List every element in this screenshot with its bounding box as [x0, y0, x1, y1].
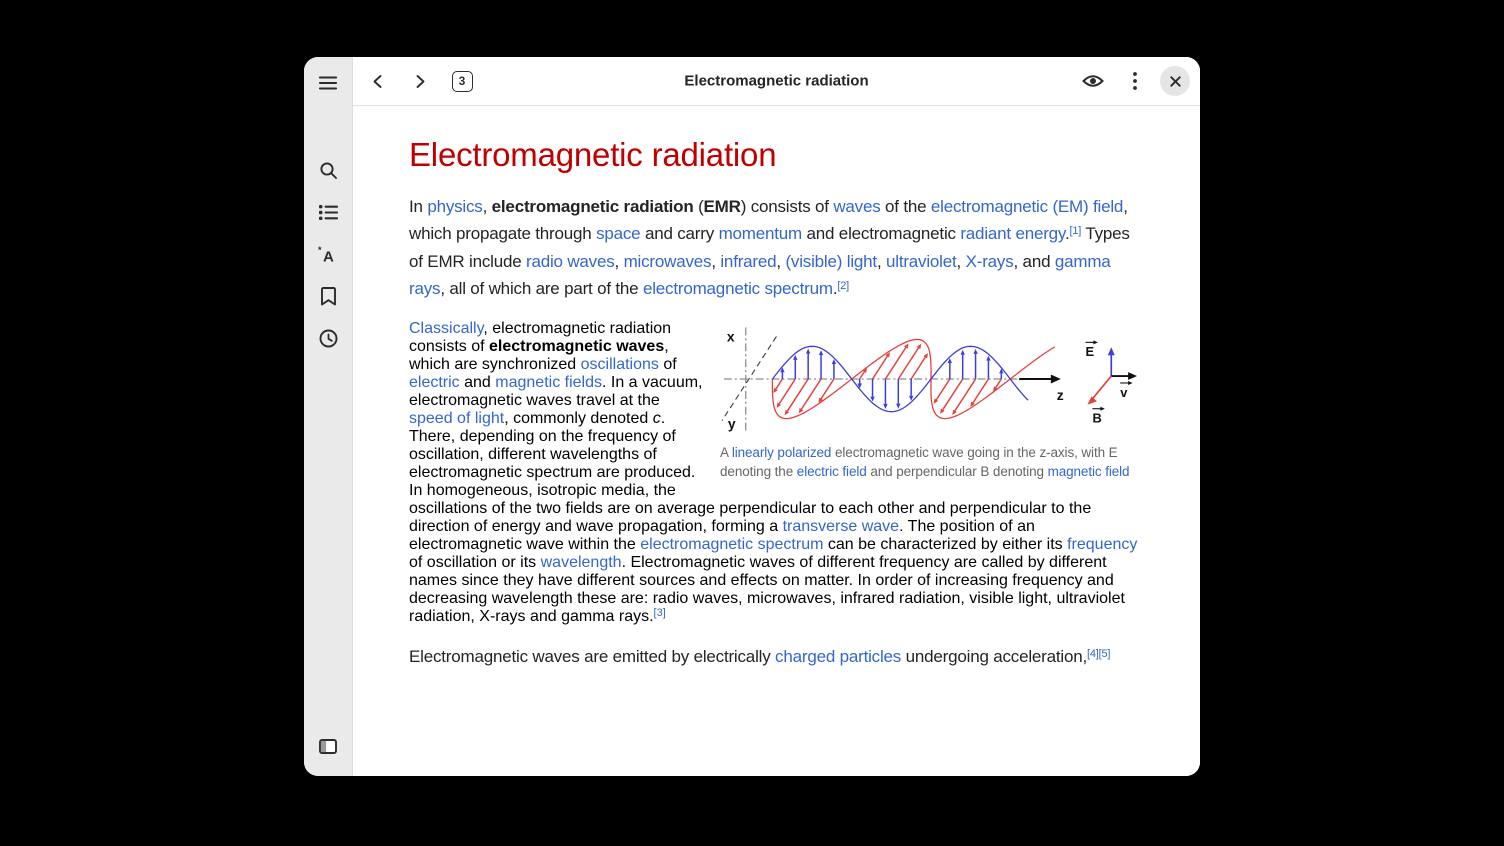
inline-link[interactable]: electric: [409, 373, 460, 391]
bookmarks-button[interactable]: [304, 275, 352, 317]
text-run: , all of which are part of the: [440, 279, 643, 299]
text-run: of the: [880, 197, 931, 216]
reference-link[interactable]: [4][5]: [1087, 647, 1111, 660]
sidebar-toggle-button[interactable]: [304, 726, 352, 766]
inline-link[interactable]: X-rays: [965, 251, 1014, 271]
sidebar-toggle-icon: [319, 739, 337, 754]
tab-counter-badge: [452, 71, 473, 92]
text-run: and perpendicular B denoting: [866, 464, 1048, 480]
sidebar: [304, 57, 353, 776]
text-run: and: [459, 373, 496, 391]
header-bar: [353, 57, 1200, 106]
text-run: In: [409, 197, 428, 216]
main-menu-button[interactable]: [304, 61, 352, 105]
search-icon: [319, 161, 338, 180]
language-button[interactable]: [304, 233, 352, 275]
inline-link[interactable]: space: [596, 224, 641, 244]
text-run: ,: [956, 251, 966, 271]
axis-label-z: z: [1056, 386, 1064, 403]
main-area: [353, 57, 1200, 776]
text-run: .: [1064, 224, 1070, 244]
inline-link[interactable]: magnetic fields: [495, 373, 602, 391]
header-left-controls: [353, 64, 479, 98]
chevron-left-icon: [371, 74, 385, 89]
text-run: ,: [614, 251, 624, 271]
history-clock-icon: [319, 329, 338, 348]
window-title: Electromagnetic radiation: [684, 72, 869, 90]
table-of-contents-icon: [319, 204, 338, 221]
inline-link[interactable]: gamma rays: [409, 251, 1111, 299]
inline-link[interactable]: waves: [833, 197, 881, 216]
close-icon: [1170, 76, 1181, 87]
text-run: and carry: [640, 224, 719, 244]
bold-text: electromagnetic waves: [489, 337, 665, 355]
text-run: , and: [1013, 251, 1055, 271]
bookmark-icon: [321, 287, 336, 306]
inline-link[interactable]: electromagnetic spectrum: [642, 279, 833, 299]
text-run: . There, depending on the frequency of oscillation, different wavelengths of electromagnetic spectrum are produced. In homogeneous, isotropic media, the oscillations of the two fields are on average perpendicular to each other and perpendicular to the direction of energy and wave propagation, forming a: [409, 409, 1092, 535]
text-run: (: [693, 197, 704, 216]
svg-text:*: *: [318, 244, 322, 255]
inline-link[interactable]: frequency: [1067, 535, 1138, 553]
close-button[interactable]: [1160, 66, 1190, 96]
tab-overview-button[interactable]: [445, 64, 479, 98]
bold-text: electromagnetic radiation: [491, 197, 694, 216]
text-run: . In a vacuum, electromagnetic waves travel at the: [409, 373, 703, 409]
menu-button[interactable]: [1118, 64, 1152, 98]
history-button[interactable]: [304, 317, 352, 359]
text-run: Types of EMR include: [409, 224, 1130, 271]
inline-link[interactable]: microwaves: [623, 251, 712, 271]
article-scroll-area[interactable]: [353, 106, 1200, 776]
text-run: ,: [482, 197, 492, 216]
app-window: [304, 57, 1200, 776]
text-run: . The position of an electromagnetic wave within the: [409, 517, 1035, 553]
back-button[interactable]: [361, 64, 395, 98]
vector-inset: [1086, 340, 1138, 425]
axis-label-y: y: [727, 415, 736, 432]
text-run: of oscillation or its: [409, 553, 541, 571]
vector-label-E: E: [1085, 343, 1095, 359]
inline-link[interactable]: transverse wave: [782, 517, 900, 535]
figure-caption: [720, 443, 1140, 482]
reference-link[interactable]: [3]: [653, 606, 666, 619]
text-run: electromagnetic wave going in the z-axis, with E denoting the: [720, 444, 1118, 480]
hamburger-menu-icon: [319, 75, 337, 91]
chevron-right-icon: [413, 74, 427, 89]
text-run: undergoing acceleration,: [901, 646, 1088, 666]
language-icon: [318, 245, 338, 264]
inline-link[interactable]: linearly polarized: [731, 444, 832, 460]
inline-link[interactable]: speed of light: [409, 409, 505, 427]
text-run: . Electromagnetic waves of different frequency are called by different names since they have different sources and effects on matter. In order of increasing frequency and decreasing wavelength these are: radio waves, microwaves, infrared radiation, visible light, ultraviolet radiation, X-rays and gamma rays.: [409, 553, 1125, 625]
text-run: can be characterized by either its: [823, 535, 1068, 553]
article-title: Electromagnetic radiation: [409, 136, 777, 173]
inline-link[interactable]: ultraviolet: [885, 251, 957, 271]
axis-label-x: x: [726, 327, 735, 344]
text-run: , electromagnetic radiation consists of: [409, 319, 672, 355]
reference-link[interactable]: [1]: [1069, 225, 1082, 238]
text-run: ,: [776, 251, 786, 271]
text-run: ,: [711, 251, 721, 271]
article: [409, 136, 1140, 670]
vector-label-B: B: [1092, 410, 1102, 426]
tab-count: 3: [458, 74, 466, 88]
paragraph-intro: [409, 193, 1140, 303]
inline-link[interactable]: radio waves: [526, 251, 615, 271]
text-run: A: [720, 444, 732, 460]
inline-link[interactable]: radiant energy: [960, 224, 1065, 244]
bold-text: EMR: [703, 197, 741, 216]
inline-link[interactable]: electromagnetic spectrum: [640, 535, 824, 553]
reader-view-button[interactable]: [1076, 64, 1110, 98]
inline-link[interactable]: electric field: [796, 464, 867, 480]
header-right-controls: [1076, 64, 1200, 98]
text-run: and electromagnetic: [802, 224, 961, 244]
sidebar-tools: [304, 149, 352, 359]
reference-link[interactable]: [2]: [837, 280, 849, 293]
kebab-menu-icon: [1132, 71, 1138, 91]
text-run: ) consists of: [740, 197, 834, 216]
text-run: ,: [876, 251, 886, 271]
text-run: , which are synchronized: [409, 337, 669, 373]
text-run: , commonly denoted: [504, 409, 653, 427]
text-run: Electromagnetic waves are emitted by electrically: [409, 646, 776, 666]
forward-button[interactable]: [403, 64, 437, 98]
toc-button[interactable]: [304, 191, 352, 233]
inline-link[interactable]: magnetic field: [1047, 464, 1130, 480]
paragraph-emission: [409, 643, 1140, 670]
inline-link[interactable]: oscillations: [580, 355, 659, 373]
inline-link[interactable]: Classically: [409, 319, 484, 337]
inline-link[interactable]: wavelength: [540, 553, 622, 571]
article-figure[interactable]: [720, 324, 1140, 482]
inline-link[interactable]: infrared: [720, 251, 777, 271]
inline-link[interactable]: electromagnetic (EM) field: [930, 197, 1124, 216]
svg-text:A: A: [323, 248, 334, 264]
text-run: of: [658, 355, 677, 373]
em-wave-image: [720, 324, 1140, 436]
vector-label-v: v: [1120, 384, 1128, 400]
eye-icon: [1082, 72, 1104, 90]
inline-link[interactable]: charged particles: [775, 646, 902, 666]
italic-text: c: [652, 409, 661, 427]
inline-link[interactable]: momentum: [718, 224, 802, 244]
inline-link[interactable]: physics: [427, 197, 483, 216]
inline-link[interactable]: (visible) light: [785, 251, 877, 271]
text-run: , which propagate through: [409, 197, 1128, 244]
text-run: .: [832, 279, 838, 299]
search-button[interactable]: [304, 149, 352, 191]
